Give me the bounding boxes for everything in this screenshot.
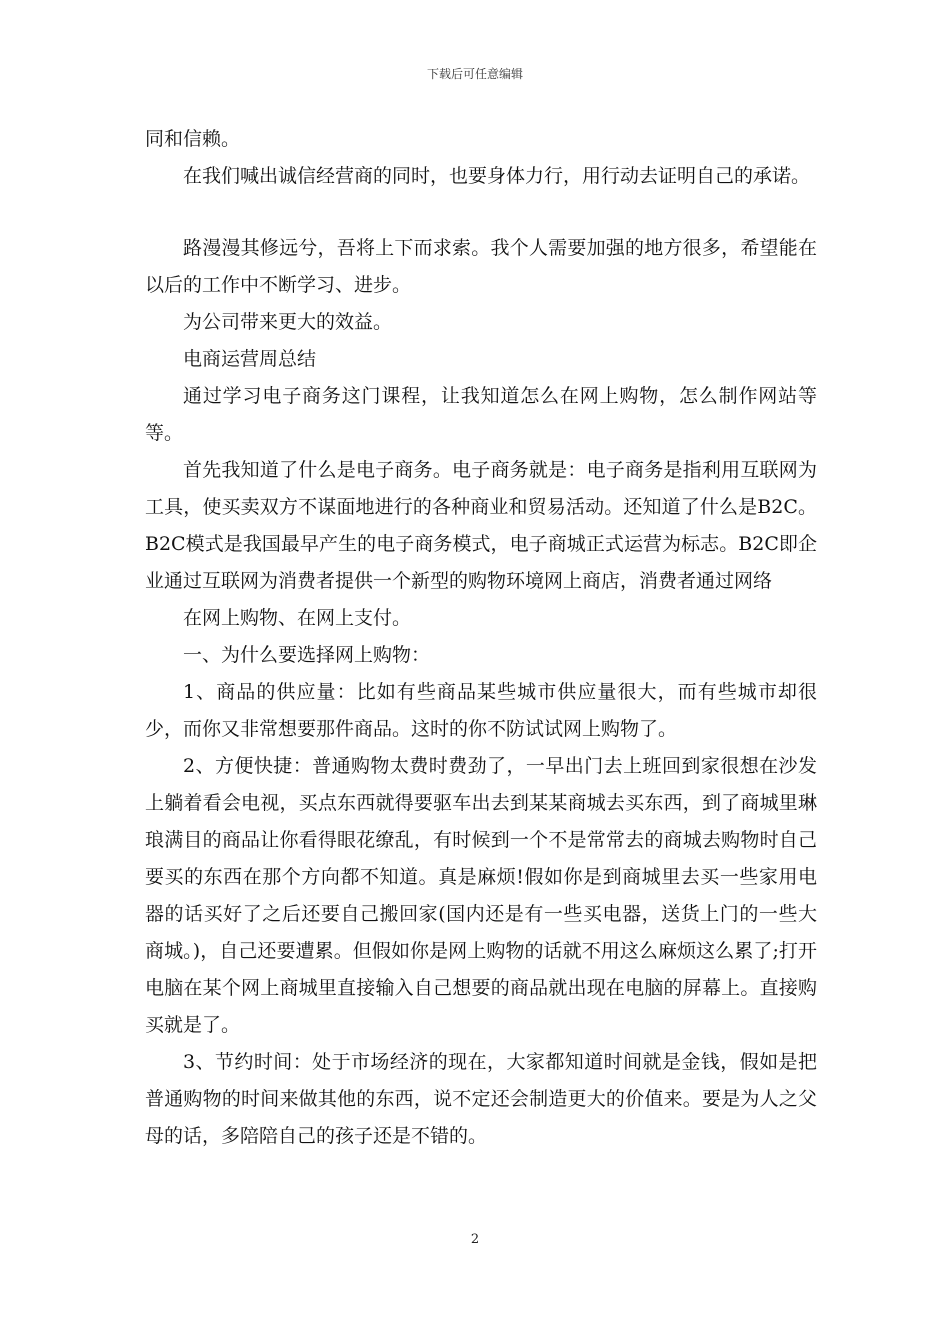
section-title: 电商运营周总结	[183, 348, 317, 370]
paragraph-ecommerce-definition: 首先我知道了什么是电子商务。电子商务就是：电子商务是指利用互联网为工具，使买卖双方不谋面地进行的各种商业和贸易活动。还知道了什么是B2C。B2C模式是我国最早产生的电子商务模式，电子商城正式运营为标志。B2C即企业通过互联网为消费者提供一个新型的购物环境网上商店，消费者通过网络	[145, 459, 817, 592]
list-item-save-time: 3、节约时间：处于市场经济的现在，大家都知道时间就是金钱，假如是把普通购物的时间来做其他的东西，说不定还会制造更大的价值来。要是为人之父母的话，多陪陪自己的孩子还是不错的。	[145, 1051, 817, 1147]
page-header: 下载后可任意编辑	[426, 67, 523, 81]
paragraph-integrity: 在我们喊出诚信经营商的同时，也要身体力行，用行动去证明自己的承诺。	[183, 165, 811, 187]
paragraph-course-intro: 通过学习电子商务这门课程，让我知道怎么在网上购物，怎么制作网站等等。	[145, 385, 817, 444]
page-number: 2	[470, 1232, 480, 1247]
list-item-convenience: 2、方便快捷：普通购物太费时费劲了，一早出门去上班回到家很想在沙发上躺着看会电视，买点东西就得要驱车出去到某某商城去买东西，到了商城里琳琅满目的商品让你看得眼花缭乱，有时候到一个不是常常去的商城去购物时自己要买的东西在那个方向都不知道。真是麻烦!假如你是到商城里去买一些家用电器的话买好了之后还要自己搬回家(国内还是有一些买电器，送货上门的一些大商城。)，自己还要遭累。但假如你是网上购物的话就不用这么麻烦这么累了;打开电脑在某个网上商城里直接输入自己想要的商品就出现在电脑的屏幕上。直接购买就是了。	[145, 755, 817, 1036]
list-item-supply: 1、商品的供应量：比如有些商品某些城市供应量很大，而有些城市却很少，而你又非常想要那件商品。这时的你不防试试网上购物了。	[145, 681, 817, 740]
paragraph-company-benefit: 为公司带来更大的效益。	[183, 311, 393, 333]
document-body	[145, 121, 817, 1155]
paragraph-online-payment: 在网上购物、在网上支付。	[183, 607, 412, 629]
subheading-why-online: 一、为什么要选择网上购物：	[183, 644, 431, 666]
paragraph-continuation: 同和信赖。	[145, 128, 241, 150]
paragraph-long-road: 路漫漫其修远兮，吾将上下而求索。我个人需要加强的地方很多，希望能在以后的工作中不断学习、进步。	[145, 237, 817, 296]
